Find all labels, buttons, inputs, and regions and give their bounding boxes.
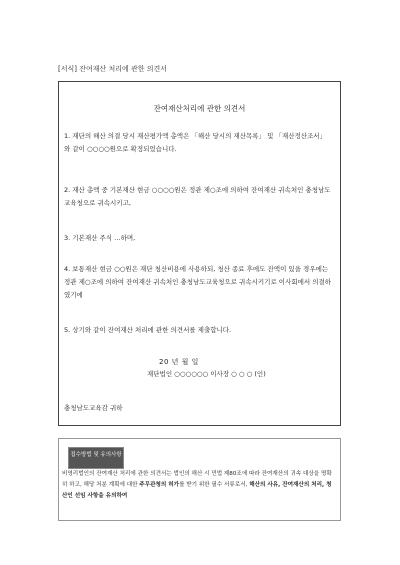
document-title: 잔여재산처리에 관한 의견서	[153, 104, 246, 113]
item-1: 1. 재단의 해산 의결 당시 재산평가액 총액은 「해산 당시의 재산목록」 및 「재산정산조서」 와 같이 ○○○○원으로 확정되었습니다.	[64, 132, 327, 153]
notes-segment: 를 받기 위한 필수 서류로서,	[179, 482, 250, 488]
date-line: 20 년 월 일	[159, 358, 199, 366]
form-label: [서식] 잔여재산 처리에 관한 의견서	[58, 65, 168, 73]
item-5: 5. 상기와 같이 잔여재산 처리에 관한 의견서를 제출합니다.	[64, 326, 232, 334]
recipient: 충청남도교육감 귀하	[64, 404, 123, 412]
notes-segment: 해산의 사유, 잔여재산의 처리, 청산인 선임 사항을 유의하여	[62, 482, 332, 499]
item-3: 3. 기본재산 주식 …하며,	[64, 234, 136, 242]
notes-label: 접수방법 및 유의사항	[68, 447, 124, 469]
item-4: 4. 보통재산 현금 ○○원은 재단 청산비용에 사용하되, 청산 종료 후에도 잔액이 있을 경우에는 정관 제○조에 의하여 잔여재산 귀속처인 충청남도교육청으로 귀속시키기로 이사회에서 의결하였기에	[64, 265, 332, 299]
notes-segment: 비영리법인의 잔여재산 처리에 관한 의견서는 법인의 해산 시 민법 제80조에 따라 잔여재산의 귀속 대상을 명확히 하고, 해당 처분 계획에 대한	[62, 471, 332, 488]
notes-body	[62, 469, 336, 502]
opinion-form-box	[58, 81, 341, 426]
notes-segment: 주무관청의 허가	[139, 482, 180, 488]
signature-line: 재단법인 ○○○○○○ 이사장 ○ ○ ○ (인)	[147, 370, 266, 378]
item-2: 2. 재산 총액 중 기본재산 현금 ○○○○원은 정관 제○조에 의하여 잔여재산 귀속처인 충청남도교육청으로 귀속시키고,	[64, 186, 331, 207]
notes-box	[58, 438, 341, 521]
